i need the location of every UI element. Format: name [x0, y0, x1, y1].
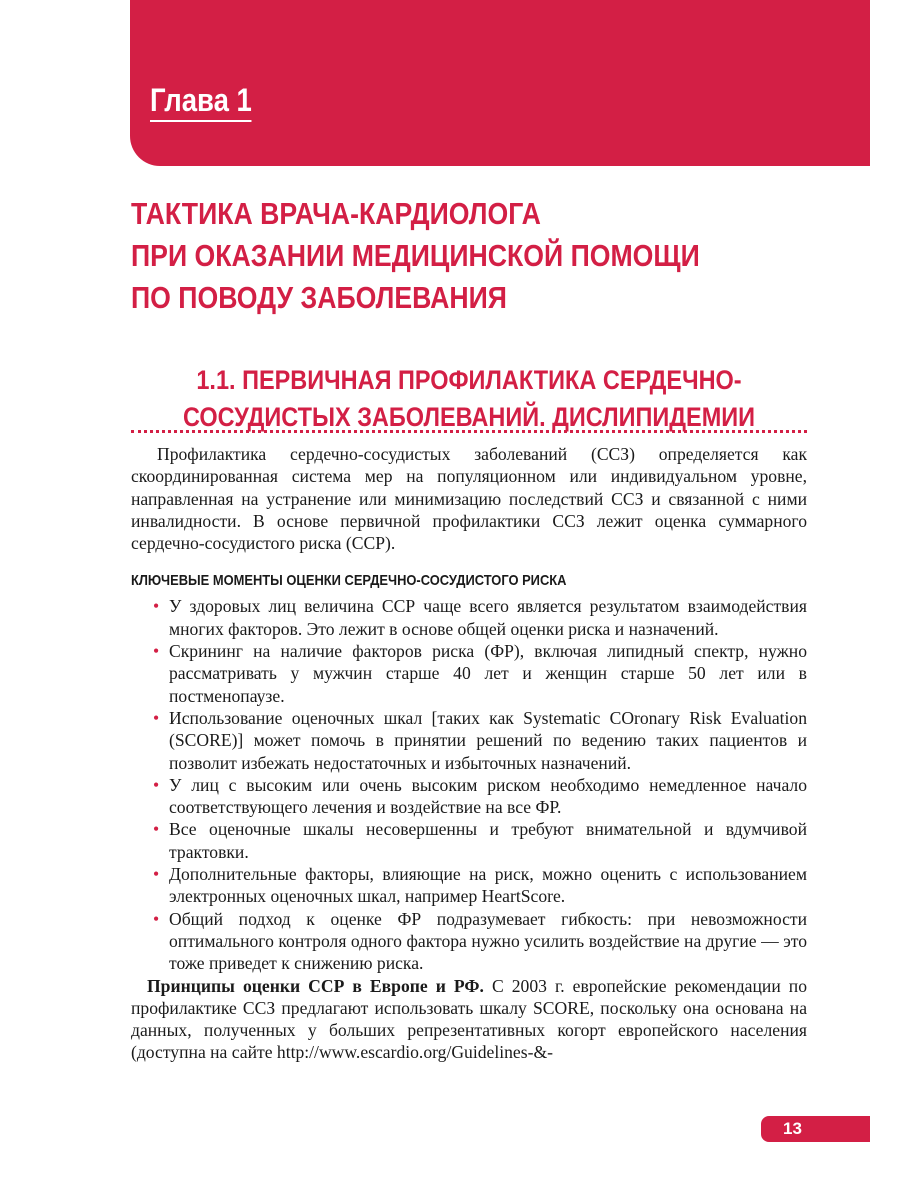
chapter-title-line: ТАКТИКА ВРАЧА-КАРДИОЛОГА — [131, 196, 541, 231]
section-title-line: 1.1. ПЕРВИЧНАЯ ПРОФИЛАКТИКА СЕРДЕЧНО- — [196, 365, 742, 395]
list-item: • Общий подход к оценке ФР подразумевает гибкость: при невозможности оптимального контроля одного фактора нужно усилить воздействие на другие — это тоже приведет к снижению риска. — [131, 908, 807, 975]
key-points-heading: КЛЮЧЕВЫЕ МОМЕНТЫ ОЦЕНКИ СЕРДЕЧНО-СОСУДИСТОГО РИСКА — [131, 572, 567, 590]
chapter-banner — [130, 0, 870, 166]
section-title-line: СОСУДИСТЫХ ЗАБОЛЕВАНИЙ. ДИСЛИПИДЕМИИ — [182, 402, 756, 432]
principles-text: С 2003 г. европейские рекомендации по профилактике ССЗ предлагают использовать шкалу SCORE, поскольку она основана на данных, полученных у больших репрезентативных когорт европейского населения (доступна на сайте http://www.escardio.org/Guidelines-&- — [131, 975, 807, 1063]
list-item: • Дополнительные факторы, влияющие на риск, можно оценить с использованием электронных оценочных шкал, например HeartScore. — [131, 863, 807, 908]
page-number: 13 — [783, 1119, 802, 1138]
list-item: • У лиц с высоким или очень высоким риском необходимо немедленное начало соответствующего лечения и воздействие на все ФР. — [131, 774, 807, 819]
chapter-title — [131, 193, 871, 319]
section-divider — [131, 430, 807, 433]
principles-paragraph — [131, 975, 807, 1064]
page-number-tab — [761, 1116, 870, 1142]
principles-lead: Принципы оценки ССР в Европе и РФ. — [147, 975, 484, 996]
chapter-label: Глава 1 — [150, 82, 252, 122]
list-item: • Использование оценочных шкал [таких как Systematic COronary Risk Evaluation (SCORE)] может помочь в принятии решений по ведению таких пациентов и позволит избежать недостаточных и избыточных назначений. — [131, 707, 807, 774]
list-item: • Скрининг на наличие факторов риска (ФР), включая липидный спектр, нужно рассматривать у мужчин старше 40 лет и женщин старше 50 лет или в постменопаузе. — [131, 640, 807, 707]
body-text — [131, 443, 807, 1064]
intro-paragraph: Профилактика сердечно-сосудистых заболеваний (ССЗ) определяется как скоординированная система мер на популяционном или индивидуальном уровне, направленная на устранение или минимизацию последствий ССЗ и связанной с ними инвалидности. В основе первичной профилактики ССЗ лежит оценка суммарного сердечно-сосудистого риска (ССР). — [131, 444, 807, 554]
section-title — [131, 362, 807, 436]
list-item: • Все оценочные шкалы несовершенны и требуют внимательной и вдумчивой трактовки. — [131, 818, 807, 863]
chapter-title-line: ПО ПОВОДУ ЗАБОЛЕВАНИЯ — [131, 280, 507, 315]
key-points-list — [131, 595, 807, 974]
list-item: • У здоровых лиц величина ССР чаще всего является результатом взаимодействия многих факторов. Это лежит в основе общей оценки риска и назначений. — [131, 595, 807, 640]
chapter-title-line: ПРИ ОКАЗАНИИ МЕДИЦИНСКОЙ ПОМОЩИ — [131, 238, 700, 273]
